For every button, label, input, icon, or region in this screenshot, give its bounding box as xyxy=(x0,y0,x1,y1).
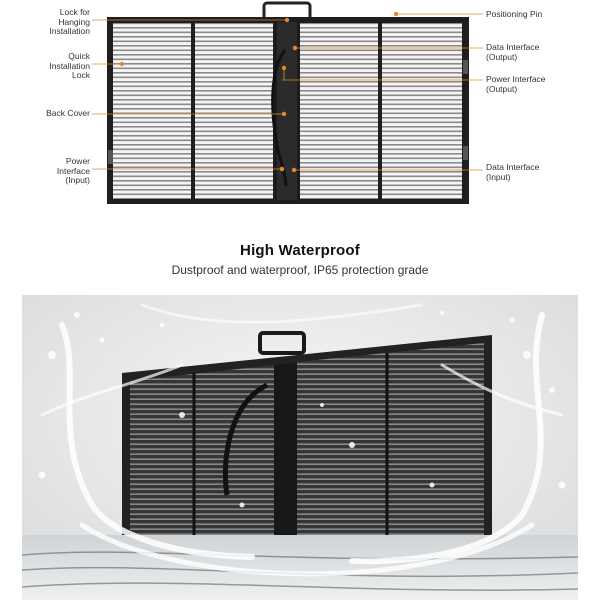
waterproof-photo xyxy=(22,295,578,600)
water-splash-panel-image xyxy=(22,295,578,600)
section-subtitle: Dustproof and waterproof, IP65 protection grade xyxy=(171,263,429,277)
label-data-interface-input: Data Interface (Input) xyxy=(486,162,540,182)
louver-section-4 xyxy=(382,23,462,199)
label-power-interface-output: Power Interface (Output) xyxy=(486,74,546,94)
label-power-interface-input: Power Interface (Input) xyxy=(56,156,90,185)
louver-section-2 xyxy=(195,23,273,199)
louver-section-1 xyxy=(113,23,191,199)
louver-section-3 xyxy=(300,23,378,199)
label-positioning-pin: Positioning Pin xyxy=(486,9,543,19)
section-title: High Waterproof xyxy=(240,242,360,259)
label-data-interface-output: Data Interface (Output) xyxy=(486,42,540,62)
panel-back-illustration xyxy=(0,0,600,215)
label-quick-installation-lock: Quick Installation Lock xyxy=(49,51,90,80)
label-lock-for-hanging-installation: Lock for Hanging Installation xyxy=(49,7,90,36)
panel-diagram xyxy=(0,0,600,215)
label-back-cover: Back Cover xyxy=(46,108,90,118)
